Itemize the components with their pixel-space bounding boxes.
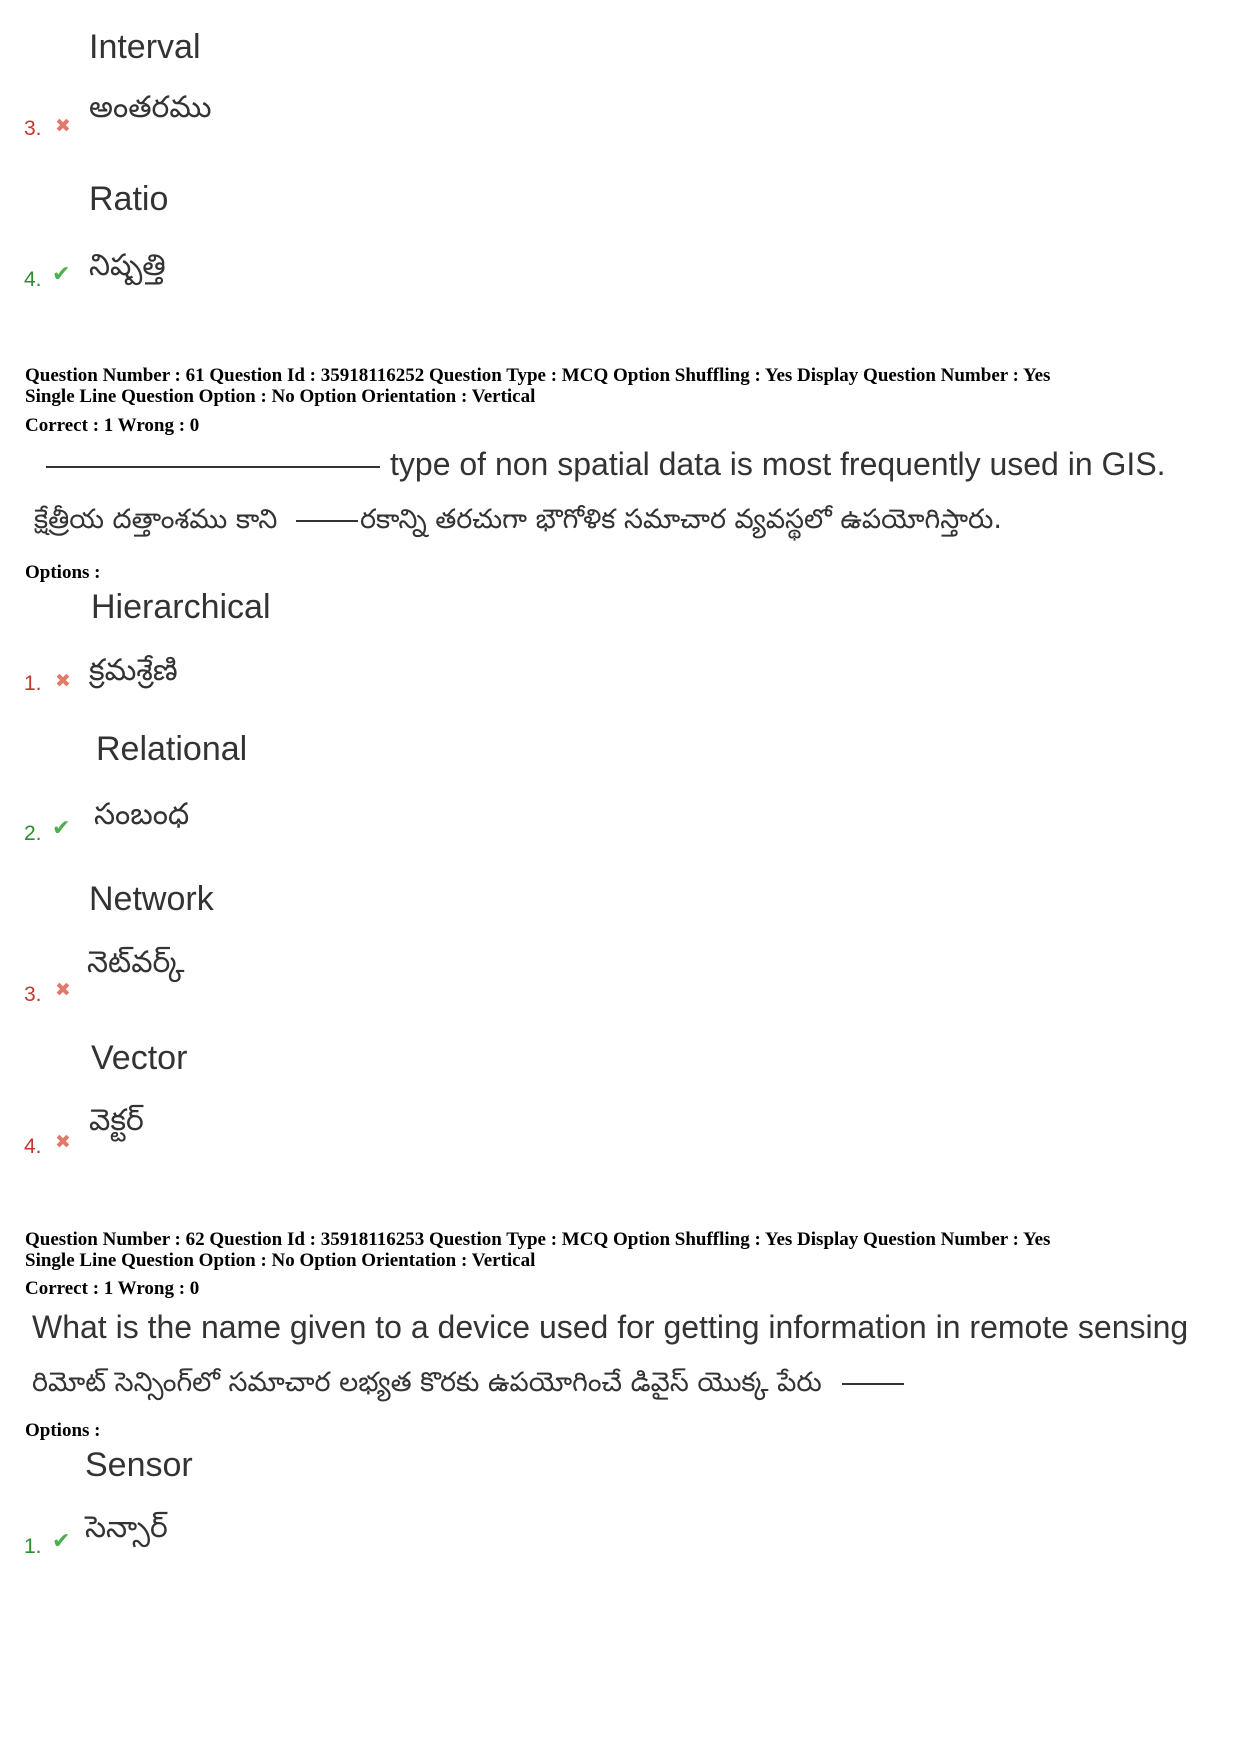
question-text-en: What is the name given to a device used for getting information in remote sensing bbox=[32, 1309, 1189, 1345]
question-text-te bbox=[34, 504, 1002, 542]
option-text-te: వెక్టర్ bbox=[89, 1103, 144, 1138]
question-text-en bbox=[46, 446, 1166, 483]
question-text-te-content: రిమోట్ సెన్సింగ్‌లో సమాచార లభ్యత కొరకు ఉపయోగించే డివైస్ యొక్క పేరు bbox=[32, 1367, 822, 1398]
answer-blank bbox=[296, 520, 358, 522]
option-number: 1. bbox=[24, 672, 42, 695]
check-icon: ✔ bbox=[52, 262, 71, 287]
option-text-en: Network bbox=[89, 880, 214, 918]
option-number: 4. bbox=[24, 1135, 42, 1158]
question-meta-line1: Question Number : 61 Question Id : 35918116252 Question Type : MCQ Option Shuffling : Yes Display Question Number : Yes bbox=[25, 365, 1051, 386]
option-text-en: Sensor bbox=[85, 1446, 193, 1484]
option-text-en: Relational bbox=[96, 730, 248, 768]
option-text-te: సెన్సార్ bbox=[85, 1510, 168, 1545]
options-label: Options : bbox=[25, 562, 101, 583]
question-score: Correct : 1 Wrong : 0 bbox=[25, 415, 200, 436]
option-number: 3. bbox=[24, 117, 42, 140]
check-icon: ✔ bbox=[52, 1529, 71, 1554]
question-meta-line1: Question Number : 62 Question Id : 35918116253 Question Type : MCQ Option Shuffling : Yes Display Question Number : Yes bbox=[25, 1229, 1051, 1250]
question-text-en-content: type of non spatial data is most frequently used in GIS. bbox=[390, 446, 1166, 482]
option-text-en: Interval bbox=[89, 28, 201, 66]
answer-blank bbox=[46, 466, 380, 468]
option-number: 1. bbox=[24, 1535, 42, 1558]
answer-blank bbox=[842, 1383, 904, 1385]
question-text-te-post: రకాన్ని తరచుగా భౌగోళిక సమాచార వ్యవస్థలో ఉపయోగిస్తారు. bbox=[359, 504, 1002, 535]
question-text-te-pre: క్షేత్రీయ దత్తాంశము కాని bbox=[34, 504, 278, 535]
question-meta-line2: Single Line Question Option : No Option Orientation : Vertical bbox=[25, 1250, 536, 1271]
question-score: Correct : 1 Wrong : 0 bbox=[25, 1278, 200, 1299]
option-text-te: అంతరము bbox=[89, 90, 212, 125]
option-number: 2. bbox=[24, 822, 42, 845]
cross-icon: ✖ bbox=[55, 979, 71, 1001]
option-text-te: సంబంధ bbox=[94, 797, 190, 832]
options-label: Options : bbox=[25, 1420, 101, 1441]
option-number: 4. bbox=[24, 268, 42, 291]
option-text-te: నిష్పత్తి bbox=[89, 248, 166, 283]
cross-icon: ✖ bbox=[55, 115, 71, 137]
check-icon: ✔ bbox=[52, 816, 71, 841]
option-text-te: నెట్‌వర్క్ bbox=[87, 945, 185, 980]
option-text-en: Ratio bbox=[89, 180, 169, 218]
option-text-en: Vector bbox=[91, 1039, 188, 1077]
cross-icon: ✖ bbox=[55, 670, 71, 692]
option-number: 3. bbox=[24, 983, 42, 1006]
question-text-te bbox=[32, 1367, 914, 1405]
option-text-en: Hierarchical bbox=[91, 588, 271, 626]
option-text-te: క్రమశ్రేణి bbox=[89, 653, 178, 688]
question-meta-line2: Single Line Question Option : No Option Orientation : Vertical bbox=[25, 386, 536, 407]
cross-icon: ✖ bbox=[55, 1131, 71, 1153]
